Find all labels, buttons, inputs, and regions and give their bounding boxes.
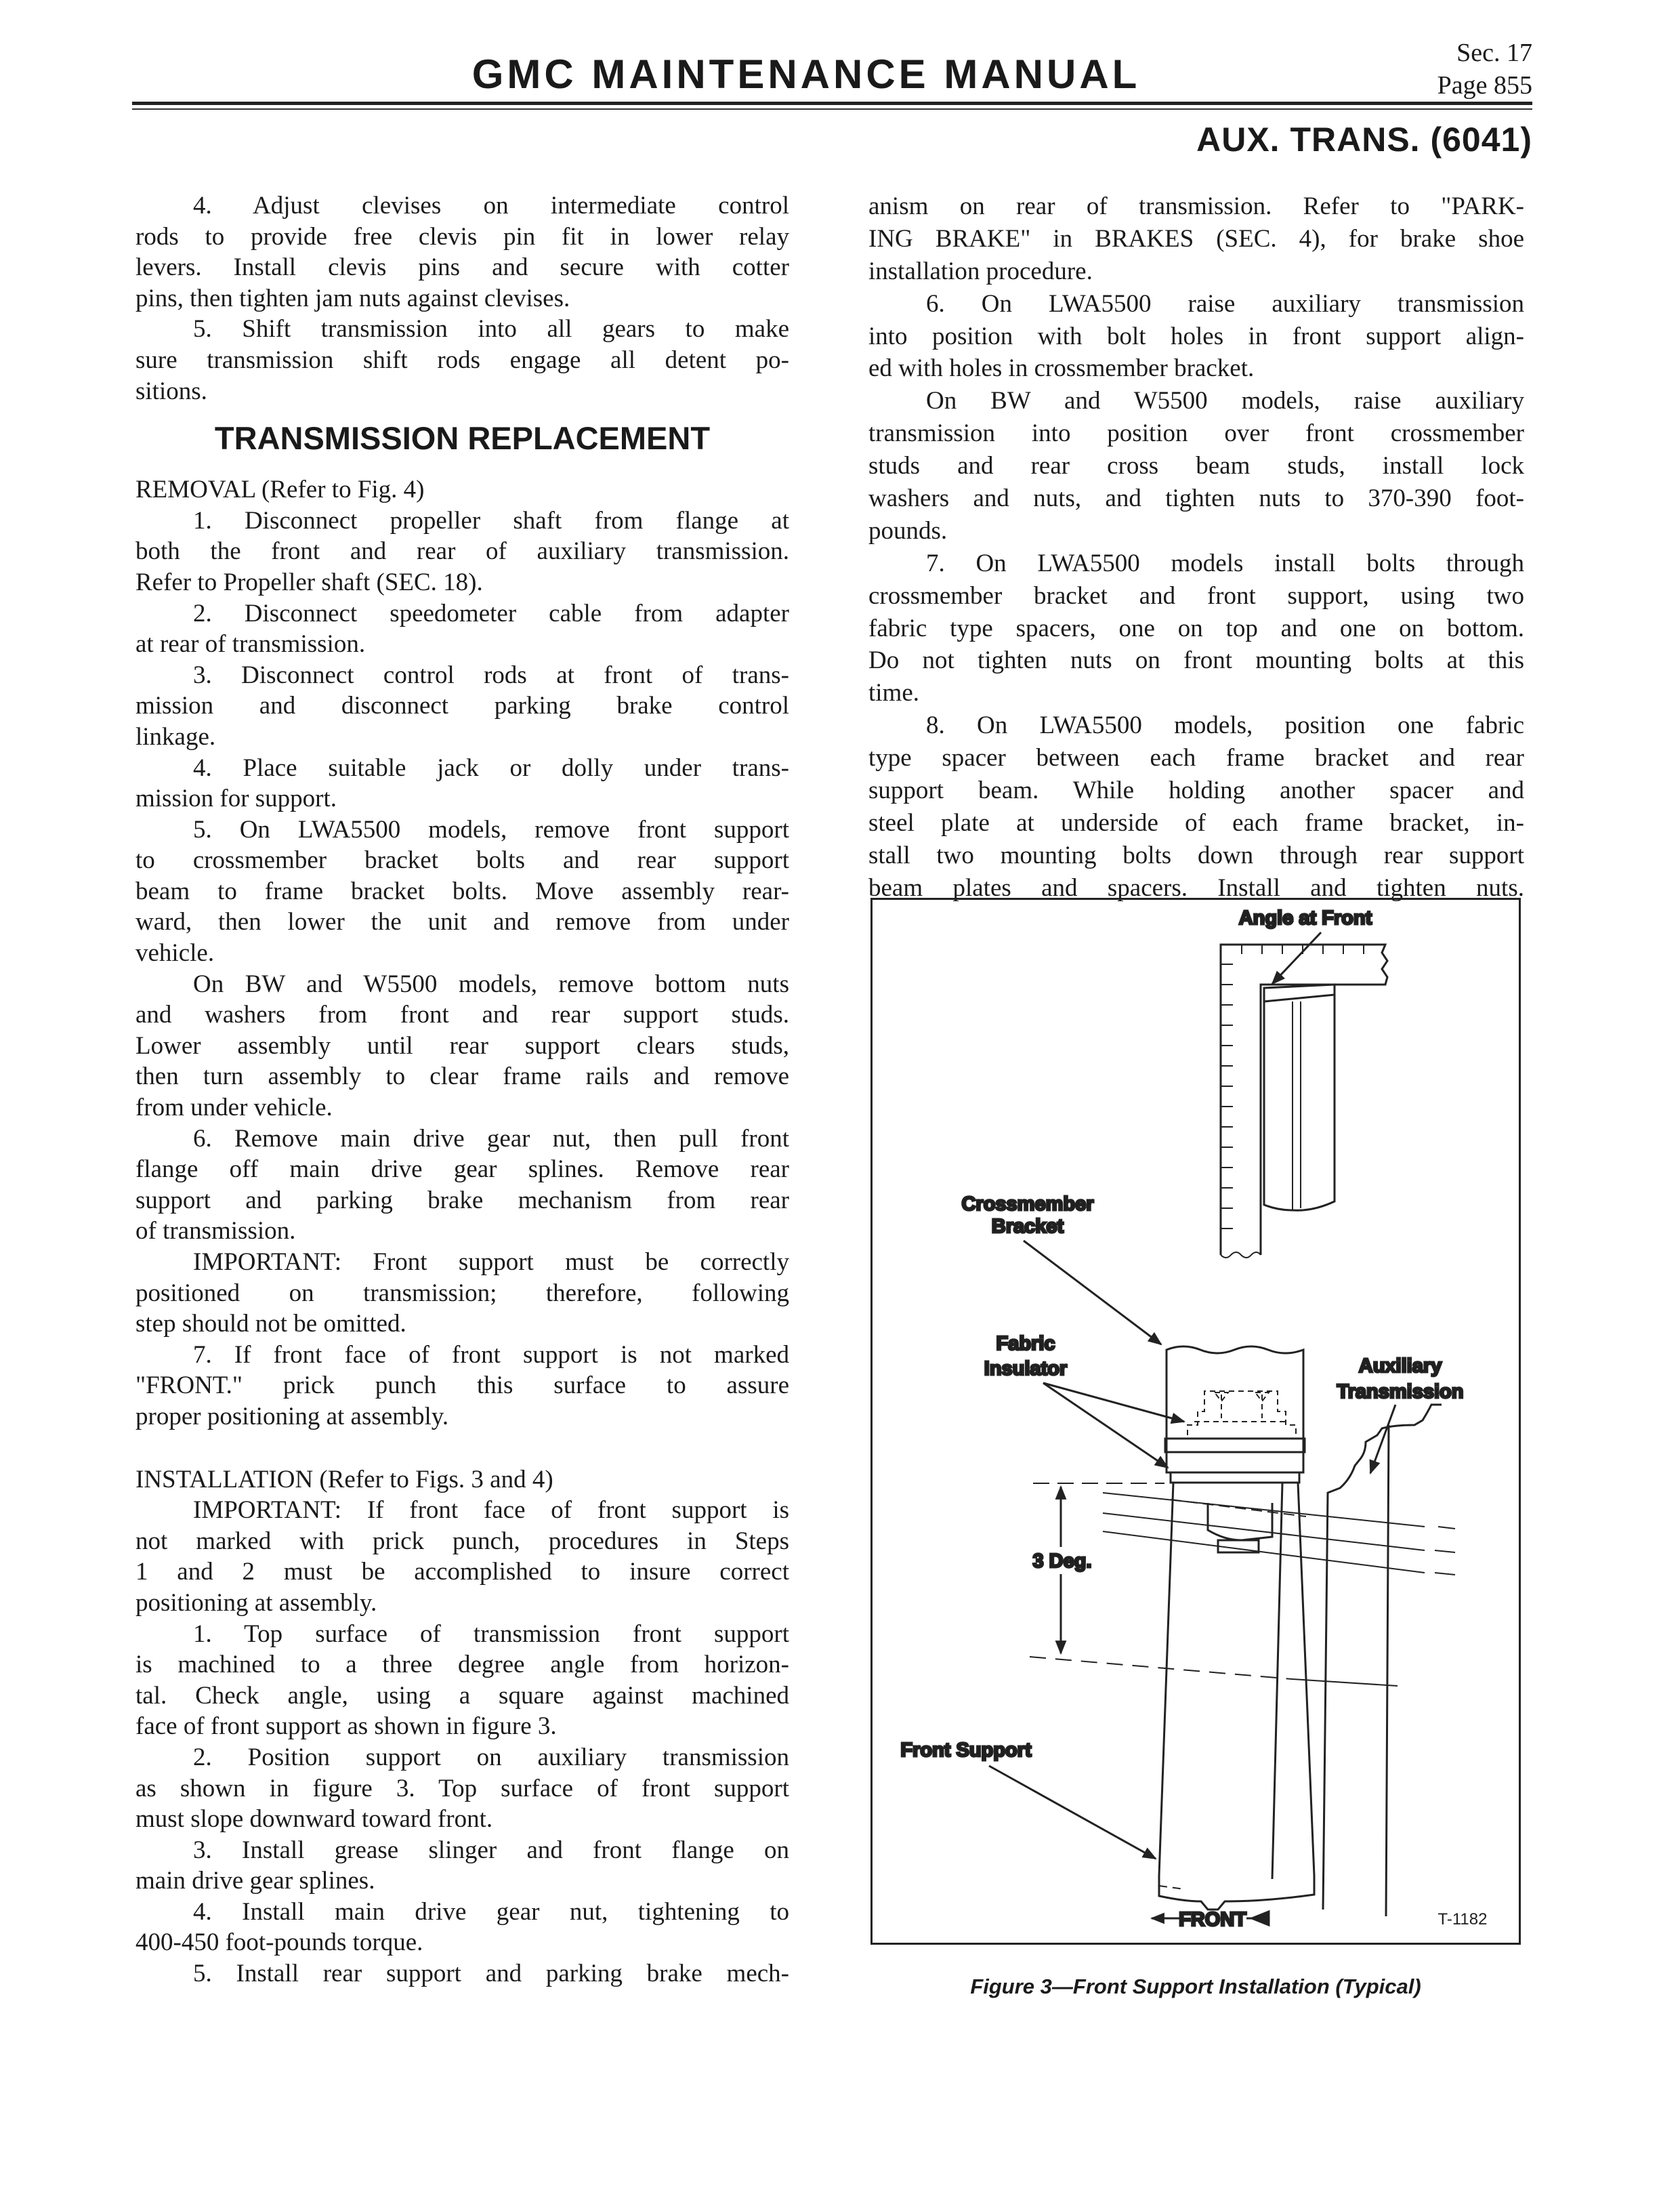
text-line: pounds. (868, 516, 948, 545)
text-line: 4. Adjust clevises on intermediate control (193, 192, 789, 220)
section-heading (135, 420, 789, 457)
text-line: support and parking brake mechanism from rear (135, 1186, 789, 1214)
text-line: 400-450 foot-pounds torque. (135, 1928, 423, 1957)
text-line: 6. On LWA5500 raise auxiliary transmission (926, 289, 1524, 318)
figure-caption: Figure 3—Front Support Installation (Typical) (970, 1975, 1421, 1998)
text-line: proper positioning at assembly. (135, 1402, 449, 1430)
label-front-support: Front Support (900, 1739, 1032, 1761)
label-crossmember: Crossmember (961, 1193, 1094, 1215)
text-line: 6. Remove main drive gear nut, then pull front (193, 1124, 789, 1153)
paragraph (135, 1742, 789, 1835)
label-transmission: Transmission (1337, 1381, 1464, 1403)
front-support-body (1159, 1483, 1314, 1910)
text-line: vehicle. (135, 939, 215, 968)
heading-text: TRANSMISSION REPLACEMENT (214, 420, 711, 457)
arrow-front-support (989, 1766, 1156, 1859)
text-line: stall two mounting bolts down through rear support (868, 841, 1524, 869)
paragraph-gap (135, 1432, 789, 1464)
label-bracket: Bracket (991, 1216, 1064, 1237)
text-line: linkage. (135, 722, 216, 751)
text-line: positioning at assembly. (135, 1588, 377, 1617)
right-column (868, 190, 1524, 905)
label-fabric: Fabric (996, 1333, 1055, 1355)
text-line: washers and nuts, and tighten nuts to 370-390 foot- (868, 484, 1524, 513)
text-line: both the front and rear of auxiliary transmission. (135, 537, 789, 566)
text-line: support beam. While holding another spacer and (868, 777, 1524, 805)
text-line: steel plate at underside of each frame bracket, in- (868, 808, 1524, 837)
section-number: Sec. 17 (1456, 39, 1532, 67)
text-line: 7. On LWA5500 models install bolts through (926, 549, 1524, 577)
text-line: sitions. (135, 377, 207, 405)
page-number: Page 855 (1437, 71, 1532, 100)
paragraph (135, 474, 789, 505)
text-line: 8. On LWA5500 models, position one fabric (926, 711, 1524, 740)
text-line: crossmember bracket and front support, using two (868, 581, 1524, 610)
text-line: 1 and 2 must be accomplished to insure correct (135, 1558, 789, 1586)
text-line: 3. Disconnect control rods at front of trans- (193, 661, 789, 689)
paragraph (135, 1835, 789, 1897)
paragraph (135, 314, 789, 407)
text-line: 5. Shift transmission into all gears to make (193, 315, 789, 344)
text-line: sure transmission shift rods engage all detent po- (135, 346, 789, 374)
text-line: 2. Position support on auxiliary transmission (193, 1743, 789, 1771)
text-line: Lower assembly until rear support clears studs, (135, 1031, 789, 1060)
text-line: 1. Disconnect propeller shaft from flange at (193, 506, 789, 535)
label-front: FRONT (1179, 1909, 1246, 1931)
paragraph (868, 709, 1524, 904)
text-line: not marked with prick punch, procedures in Steps (135, 1527, 789, 1555)
text-line: mission and disconnect parking brake control (135, 692, 789, 720)
arrow-fabric-lower (1043, 1383, 1168, 1468)
header-rule-thin (132, 108, 1532, 110)
paragraph (135, 190, 789, 314)
paragraph (135, 814, 789, 969)
figure-reference-number: T-1182 (1437, 1910, 1488, 1928)
text-line: step should not be omitted. (135, 1310, 406, 1338)
text-line: as shown in figure 3. Top surface of front support (135, 1774, 789, 1802)
label-3-deg: 3 Deg. (1032, 1550, 1092, 1572)
paragraph (135, 1495, 789, 1618)
text-line: beam to frame bracket bolts. Move assembly rear- (135, 877, 789, 905)
paragraph (135, 1123, 789, 1247)
text-line: installation procedure. (868, 257, 1093, 285)
text-line: face of front support as shown in figure 3. (135, 1712, 557, 1741)
text-line: IMPORTANT: If front face of front support is (193, 1496, 789, 1525)
text-line: to crossmember bracket bolts and rear support (135, 846, 789, 875)
paragraph (135, 598, 789, 660)
text-line: 5. On LWA5500 models, remove front support (193, 815, 789, 844)
text-line: 5. Install rear support and parking brake mech- (193, 1960, 789, 1988)
text-line: at rear of transmission. (135, 630, 366, 659)
text-line: 1. Top surface of transmission front support (193, 1619, 789, 1648)
text-line: INSTALLATION (Refer to Figs. 3 and 4) (135, 1465, 553, 1493)
text-line: into position with bolt holes in front support align- (868, 322, 1524, 350)
text-line: is machined to a three degree angle from horizon- (135, 1651, 789, 1679)
text-line: positioned on transmission; therefore, following (135, 1279, 789, 1307)
text-line: type spacer between each frame bracket and rear (868, 744, 1524, 772)
crossmember-bracket (1165, 1346, 1305, 1483)
text-line: On BW and W5500 models, remove bottom nuts (193, 970, 789, 998)
text-line: anism on rear of transmission. Refer to "PARK- (868, 192, 1524, 220)
label-auxiliary: Auxiliary (1358, 1355, 1442, 1377)
angle-reference-lines (1030, 1483, 1455, 1686)
front-support-block (1264, 985, 1335, 1210)
paragraph (868, 548, 1524, 709)
text-line: beam plates and spacers. Install and tighten nuts. (868, 873, 1524, 902)
text-line: transmission into position over front crossmember (868, 419, 1524, 448)
paragraph (135, 1619, 789, 1742)
text-line: mission for support. (135, 785, 337, 813)
paragraph (135, 660, 789, 753)
paragraph (135, 1958, 789, 1989)
paragraph (135, 753, 789, 814)
text-line: must slope downward toward front. (135, 1805, 493, 1834)
section-subject: AUX. TRANS. (6041) (1196, 121, 1532, 159)
text-line: flange off main drive gear splines. Remove rear (135, 1155, 789, 1184)
paragraph (135, 1340, 789, 1432)
header-rule-thick (132, 102, 1532, 105)
text-line: levers. Install clevis pins and secure with cotter (135, 253, 789, 282)
paragraph (868, 190, 1524, 288)
manual-title: GMC MAINTENANCE MANUAL (471, 51, 1141, 97)
paragraph (135, 969, 789, 1123)
text-line: 7. If front face of front support is not marked (193, 1340, 789, 1369)
label-angle-at-front: Angle at Front (1238, 907, 1372, 929)
paragraph (868, 385, 1524, 547)
text-line: tal. Check angle, using a square against machined (135, 1681, 789, 1710)
front-arrow-right-icon (1246, 1912, 1269, 1925)
text-line: REMOVAL (Refer to Fig. 4) (135, 476, 425, 504)
text-line: time. (868, 679, 920, 707)
label-insulator: Insulator (984, 1358, 1068, 1380)
text-line: 4. Place suitable jack or dolly under trans- (193, 754, 789, 782)
text-line: of transmission. (135, 1217, 296, 1245)
text-line: fabric type spacers, one on top and one on bottom. (868, 614, 1524, 642)
arrow-angle (1272, 932, 1321, 984)
arrow-fabric-upper (1043, 1383, 1184, 1422)
left-column (135, 190, 789, 1989)
text-line: On BW and W5500 models, raise auxiliary (926, 387, 1524, 415)
text-line: Do not tighten nuts on front mounting bolts at this (868, 646, 1524, 675)
text-line: Refer to Propeller shaft (SEC. 18). (135, 568, 483, 596)
auxiliary-transmission-outline (1323, 1405, 1442, 1916)
text-line: then turn assembly to clear frame rails and remove (135, 1062, 789, 1091)
text-line: ward, then lower the unit and remove from under (135, 908, 789, 936)
text-line: 4. Install main drive gear nut, tightening to (193, 1897, 789, 1926)
text-line: 3. Install grease slinger and front flange on (193, 1836, 789, 1864)
paragraph (135, 1897, 789, 1958)
text-line: main drive gear splines. (135, 1867, 375, 1895)
paragraph (135, 1247, 789, 1340)
figure-3-diagram (870, 898, 1521, 1945)
text-line: rods to provide free clevis pin fit in lower relay (135, 222, 789, 251)
front-direction-indicator (1152, 1909, 1269, 1931)
text-line: ed with holes in crossmember bracket. (868, 354, 1255, 383)
arrow-crossmember (1024, 1241, 1161, 1344)
text-line: ING BRAKE" in BRAKES (SEC. 4), for brake shoe (868, 224, 1524, 253)
text-line: 2. Disconnect speedometer cable from adapter (193, 599, 789, 627)
text-line: pins, then tighten jam nuts against clevises. (135, 284, 570, 312)
text-line: and washers from front and rear support studs. (135, 1001, 789, 1029)
text-line: from under vehicle. (135, 1094, 333, 1122)
paragraph (135, 1464, 789, 1495)
arrow-auxiliary (1370, 1405, 1395, 1473)
text-line: "FRONT." prick punch this surface to assure (135, 1371, 789, 1400)
text-line: IMPORTANT: Front support must be correctly (193, 1248, 789, 1276)
paragraph (135, 505, 789, 598)
text-line: studs and rear cross beam studs, install lock (868, 452, 1524, 480)
paragraph (868, 288, 1524, 386)
